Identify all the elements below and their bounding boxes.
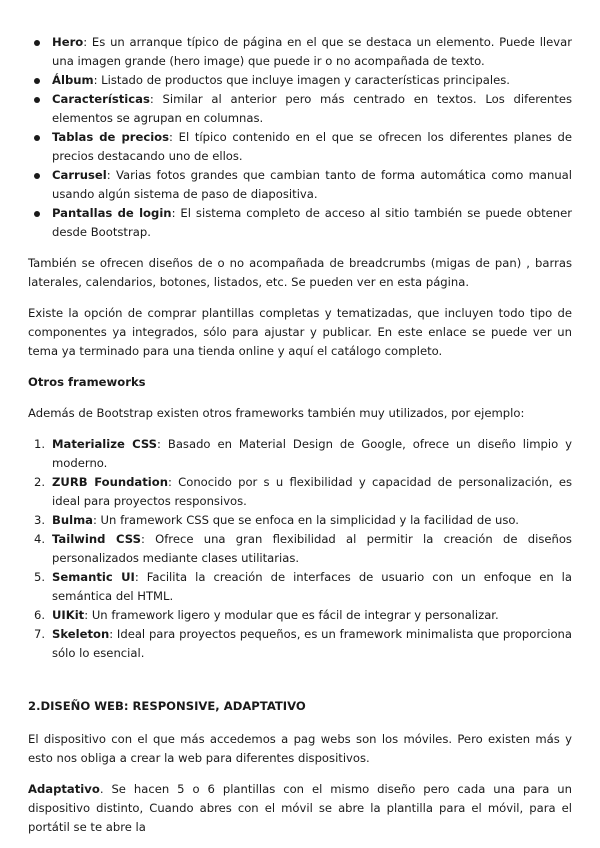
list-item-term: Skeleton — [52, 627, 110, 641]
list-item-number: 4. — [34, 532, 46, 546]
list-item-text: : Ideal para proyectos pequeños, es un framework minimalista que proporciona sólo lo esencial. — [52, 627, 572, 660]
list-item — [28, 204, 572, 242]
paragraph-devices: El dispositivo con el que más accedemos a pag webs son los móviles. Pero existen más y esto nos obliga a crear la web para diferentes dispositivos. — [28, 732, 572, 765]
list-item — [28, 473, 572, 511]
list-item — [28, 568, 572, 606]
list-item-term: Tailwind CSS — [52, 532, 141, 546]
list-item — [28, 90, 572, 128]
list-item-term: Hero — [52, 35, 84, 49]
list-item-text: : Varias fotos grandes que cambian tanto de forma automática como manual usando algún sistema de paso de diapositiva. — [52, 168, 572, 201]
list-item-number: 7. — [34, 627, 46, 641]
list-item — [28, 33, 572, 71]
list-item — [28, 166, 572, 204]
list-item-term: Álbum — [52, 73, 94, 87]
list-item — [28, 530, 572, 568]
list-item — [28, 511, 572, 530]
paragraph-adaptativo — [28, 780, 572, 837]
list-item-term: Semantic UI — [52, 570, 135, 584]
list-item — [28, 128, 572, 166]
list-item-text: : El típico contenido en el que se ofrecen los diferentes planes de precios destacando uno de ellos. — [52, 130, 573, 163]
bootstrap-components-list — [28, 33, 572, 242]
list-item-text: : Un framework CSS que se enfoca en la simplicidad y la facilidad de uso. — [92, 513, 519, 527]
list-item — [28, 435, 572, 473]
list-item-term: Materialize CSS — [52, 437, 158, 451]
paragraph-text: . Se hacen 5 o 6 plantillas con el mismo diseño pero cada una para un dispositivo distinto, Cuando abres con el móvil se abre la plantilla para el móvil, para el portátil se te abre la — [28, 782, 572, 834]
heading-otros-frameworks: Otros frameworks — [28, 375, 146, 389]
section-heading: 2.DISEÑO WEB: RESPONSIVE, ADAPTATIVO — [28, 699, 306, 713]
list-item-number: 6. — [34, 608, 46, 622]
list-item-text: : El sistema completo de acceso al sitio también se puede obtener desde Bootstrap. — [52, 206, 572, 239]
frameworks-list — [28, 435, 572, 663]
list-item-text: : Un framework ligero y modular que es fácil de integrar y personalizar. — [84, 608, 499, 622]
list-item — [28, 71, 572, 90]
list-item-number: 3. — [34, 513, 46, 527]
list-item-text: : Listado de productos que incluye imagen y características principales. — [93, 73, 510, 87]
document-content — [28, 33, 572, 837]
list-item-term: Pantallas de login — [52, 206, 172, 220]
list-item-number: 2. — [34, 475, 46, 489]
list-item-text: : Ofrece una gran flexibilidad al permitir la creación de diseños personalizados mediante clases utilitarias. — [52, 532, 572, 565]
paragraph-frameworks-intro: Además de Bootstrap existen otros frameworks también muy utilizados, por ejemplo: — [28, 406, 525, 420]
list-item-text: : Similar al anterior pero más centrado en textos. Los diferentes elementos se agrupan en columnas. — [52, 92, 572, 125]
paragraph-extra-designs: También se ofrecen diseños de o no acompañada de breadcrumbs (migas de pan) , barras laterales, calendarios, botones, listados, etc. Se pueden ver en esta página. — [28, 256, 572, 289]
list-item-term: UIKit — [52, 608, 85, 622]
list-item-term: Bulma — [52, 513, 93, 527]
paragraph-templates: Existe la opción de comprar plantillas completas y tematizadas, que incluyen todo tipo de componentes ya integrados, sólo para ajustar y publicar. En este enlace se puede ver un tema ya terminado para una tienda online y aquí el catálogo completo. — [28, 306, 572, 358]
list-item-number: 1. — [34, 437, 46, 451]
list-item — [28, 606, 572, 625]
paragraph-term: Adaptativo — [28, 782, 100, 796]
list-item-text: : Es un arranque típico de página en el que se destaca un elemento. Puede llevar una imagen grande (hero image) que puede ir o no acompañada de texto. — [52, 35, 572, 68]
list-item-term: Características — [52, 92, 150, 106]
list-item-term: ZURB Foundation — [52, 475, 168, 489]
list-item-text: : Basado en Material Design de Google, ofrece un diseño limpio y moderno. — [52, 437, 572, 470]
list-item — [28, 625, 572, 663]
list-item-term: Carrusel — [52, 168, 107, 182]
list-item-term: Tablas de precios — [52, 130, 170, 144]
list-item-number: 5. — [34, 570, 46, 584]
list-item-text: : Conocido por s u flexibilidad y capacidad de personalización, es ideal para proyectos responsivos. — [52, 475, 573, 508]
list-item-text: : Facilita la creación de interfaces de usuario con un enfoque en la semántica del HTML. — [52, 570, 573, 603]
